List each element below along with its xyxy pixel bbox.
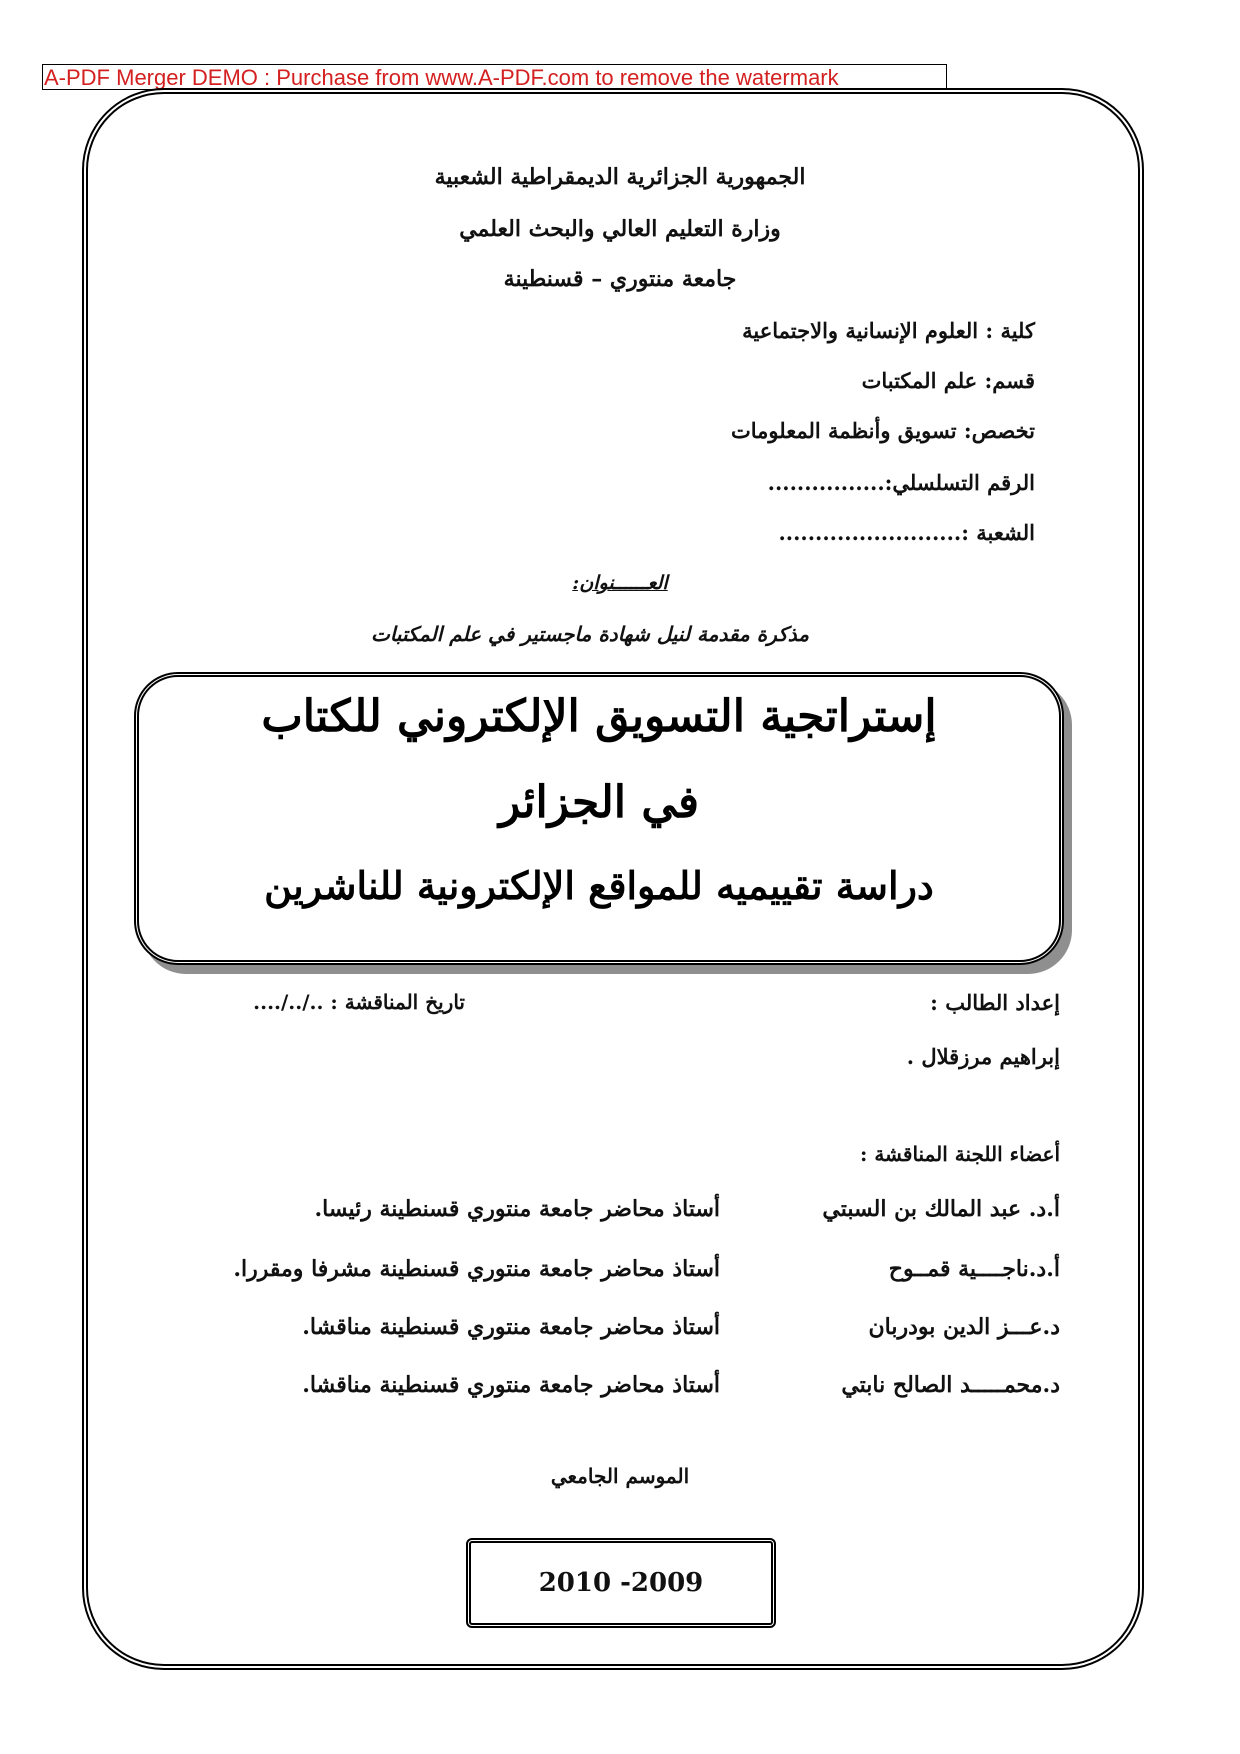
member-name: د.عـــز الدين بودربان xyxy=(868,1314,1060,1340)
member-name: أ.د.ناجــــية قمــوح xyxy=(888,1256,1060,1282)
title-box xyxy=(134,672,1064,965)
faculty-line: كلية : العلوم الإنسانية والاجتماعية xyxy=(742,318,1035,343)
member-position: أستاذ محاضر جامعة منتوري قسنطينة مناقشا. xyxy=(302,1372,720,1398)
member-name: د.محمـــــد الصالح نابتي xyxy=(841,1372,1060,1398)
branch-line: الشعبة :......................... xyxy=(778,520,1035,545)
defense-date: تاريخ المناقشة : ../../.... xyxy=(253,990,465,1014)
member-position: أستاذ محاضر جامعة منتوري قسنطينة مناقشا. xyxy=(302,1314,720,1340)
title-line-1: إستراتجية التسويق الإلكتروني للكتاب xyxy=(261,691,937,742)
university-heading: جامعة منتوري – قسنطينة xyxy=(503,266,737,292)
member-position: أستاذ محاضر جامعة منتوري قسنطينة مشرفا ومقررا. xyxy=(233,1256,720,1282)
academic-year-box xyxy=(466,1538,776,1628)
committee-label: أعضاء اللجنة المناقشة : xyxy=(859,1142,1060,1166)
prepared-by-label: إعداد الطالب : xyxy=(930,990,1060,1015)
serial-number-line: الرقم التسلسلي:................ xyxy=(767,470,1035,495)
republic-heading: الجمهورية الجزائرية الديمقراطية الشعبية xyxy=(434,164,806,190)
ministry-heading: وزارة التعليم العالي والبحث العلمي xyxy=(459,216,781,242)
title-line-2: في الجزائر xyxy=(498,777,700,828)
member-position: أستاذ محاضر جامعة منتوري قسنطينة رئيسا. xyxy=(314,1196,720,1222)
title-label: العــــــنوان: xyxy=(572,572,668,594)
title-line-3: دراسة تقييميه للمواقع الإلكترونية للناشرين xyxy=(264,863,934,908)
thesis-subtitle: مذكرة مقدمة لنيل شهادة ماجستير في علم المكتبات xyxy=(371,622,809,646)
academic-season-label: الموسم الجامعي xyxy=(550,1464,690,1488)
specialty-line: تخصص: تسويق وأنظمة المعلومات xyxy=(731,418,1035,443)
department-line: قسم: علم المكتبات xyxy=(861,368,1035,393)
member-name: أ.د. عبد المالك بن السبتي xyxy=(822,1196,1060,1222)
academic-year: 2010 -2009 xyxy=(538,1568,704,1598)
student-name: إبراهيم مرزقلال . xyxy=(906,1044,1060,1069)
watermark-banner: A-PDF Merger DEMO : Purchase from www.A-PDF.com to remove the watermark xyxy=(42,64,947,90)
